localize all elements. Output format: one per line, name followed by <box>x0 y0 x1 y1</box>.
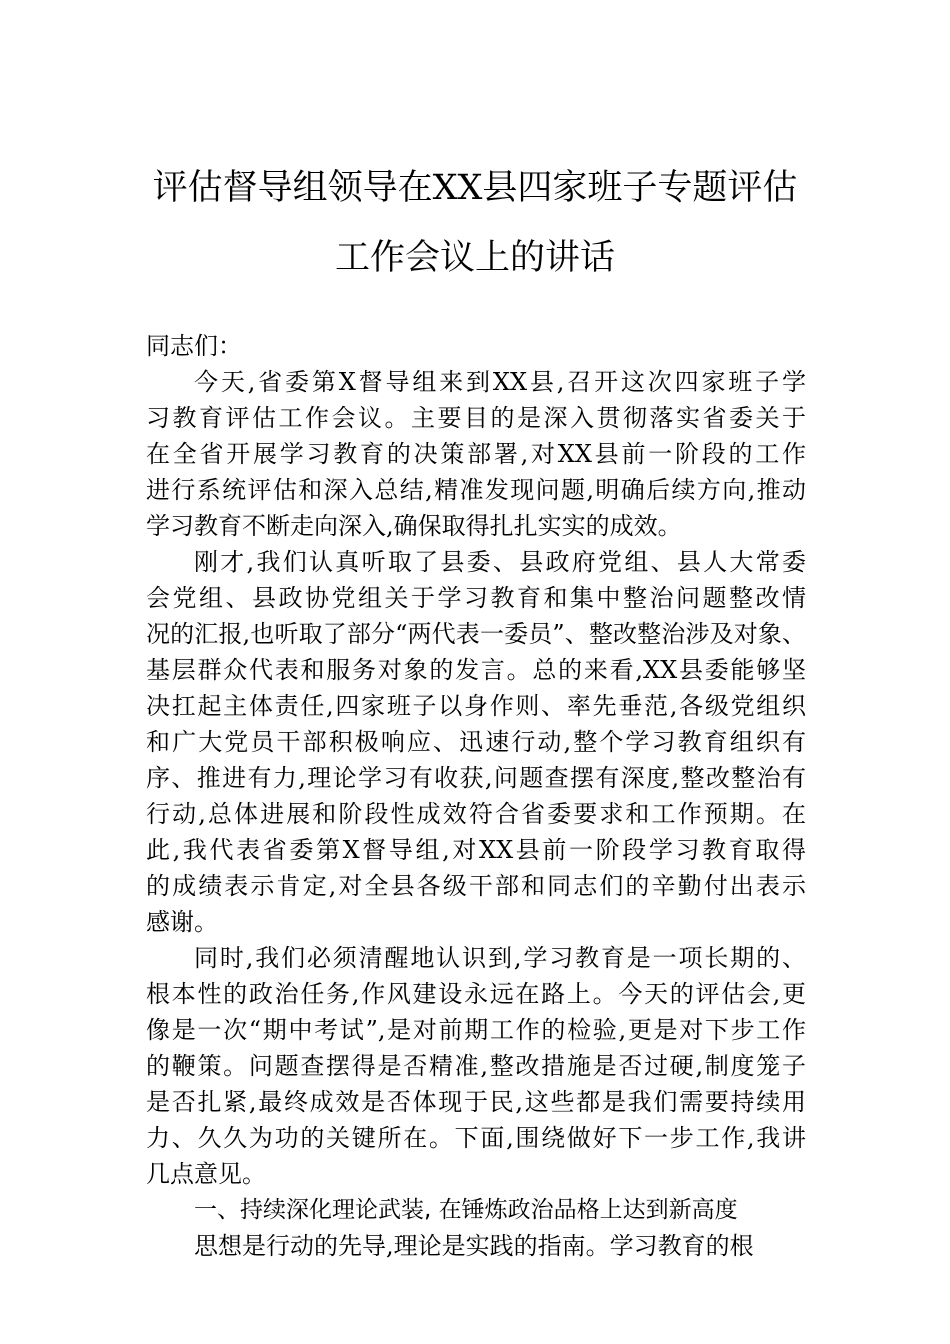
paragraph-line: 行动,总体进展和阶段性成效符合省委要求和工作预期。在 <box>146 800 806 828</box>
paragraph-line: 学习教育不断走向深入,确保取得扎扎实实的成效。 <box>146 512 682 540</box>
paragraph-line: 是否扎紧,最终成效是否体现于民,这些都是我们需要持续用 <box>146 1088 806 1116</box>
paragraph-line: 决扛起主体责任,四家班子以身作则、率先垂范,各级党组织 <box>146 692 806 720</box>
paragraph-line: 的鞭策。问题查摆得是否精准,整改措施是否过硬,制度笼子 <box>146 1052 806 1080</box>
paragraph-line: 会党组、县政协党组关于学习教育和集中整治问题整改情 <box>146 584 806 612</box>
paragraph-line: 习教育评估工作会议。主要目的是深入贯彻落实省委关于 <box>146 404 806 432</box>
paragraph-line: 刚才,我们认真听取了县委、县政府党组、县人大常委 <box>194 548 806 576</box>
document-title-line-2: 工作会议上的讲话 <box>334 238 615 278</box>
paragraph-line: 同时,我们必须清醒地认识到,学习教育是一项长期的、 <box>194 944 806 972</box>
paragraph-line: 序、推进有力,理论学习有收获,问题查摆有深度,整改整治有 <box>146 764 806 792</box>
paragraph-line: 几点意见。 <box>146 1160 266 1188</box>
paragraph-line: 在全省开展学习教育的决策部署,对XX县前一阶段的工作 <box>146 440 806 468</box>
salutation: 同志们： <box>146 332 242 360</box>
paragraph-line: 今天,省委第X督导组来到XX县,召开这次四家班子学 <box>194 368 806 396</box>
paragraph-line: 感谢。 <box>146 908 218 936</box>
paragraph-3 <box>146 940 806 1192</box>
document-body <box>146 328 806 1264</box>
paragraph-line: 思想是行动的先导,理论是实践的指南。学习教育的根 <box>194 1232 754 1260</box>
document-title-line-1: 评估督导组领导在XX县四家班子专题评估 <box>152 168 798 208</box>
paragraph-line: 力、久久为功的关键所在。下面,围绕做好下一步工作,我讲 <box>146 1124 806 1152</box>
paragraph-line: 根本性的政治任务,作风建设永远在路上。今天的评估会,更 <box>146 980 806 1008</box>
paragraph-line: 像是一次“期中考试”,是对前期工作的检验,更是对下步工作 <box>146 1016 806 1044</box>
paragraph-line: 进行系统评估和深入总结,精准发现问题,明确后续方向,推动 <box>146 476 806 504</box>
paragraph-line: 此,我代表省委第X督导组,对XX县前一阶段学习教育取得 <box>146 836 806 864</box>
paragraph-line: 的成绩表示肯定,对全县各级干部和同志们的辛勤付出表示 <box>146 872 806 900</box>
paragraph-2 <box>146 544 806 940</box>
paragraph-line: 况的汇报,也听取了部分“两代表一委员”、整改整治涉及对象、 <box>146 620 806 648</box>
paragraph-line: 基层群众代表和服务对象的发言。总的来看,XX县委能够坚 <box>146 656 806 684</box>
section-heading: 一、持续深化理论武装, 在锤炼政治品格上达到新高度 <box>194 1197 738 1223</box>
paragraph-1 <box>146 364 806 544</box>
paragraph-line: 和广大党员干部积极响应、迅速行动,整个学习教育组织有 <box>146 728 806 756</box>
